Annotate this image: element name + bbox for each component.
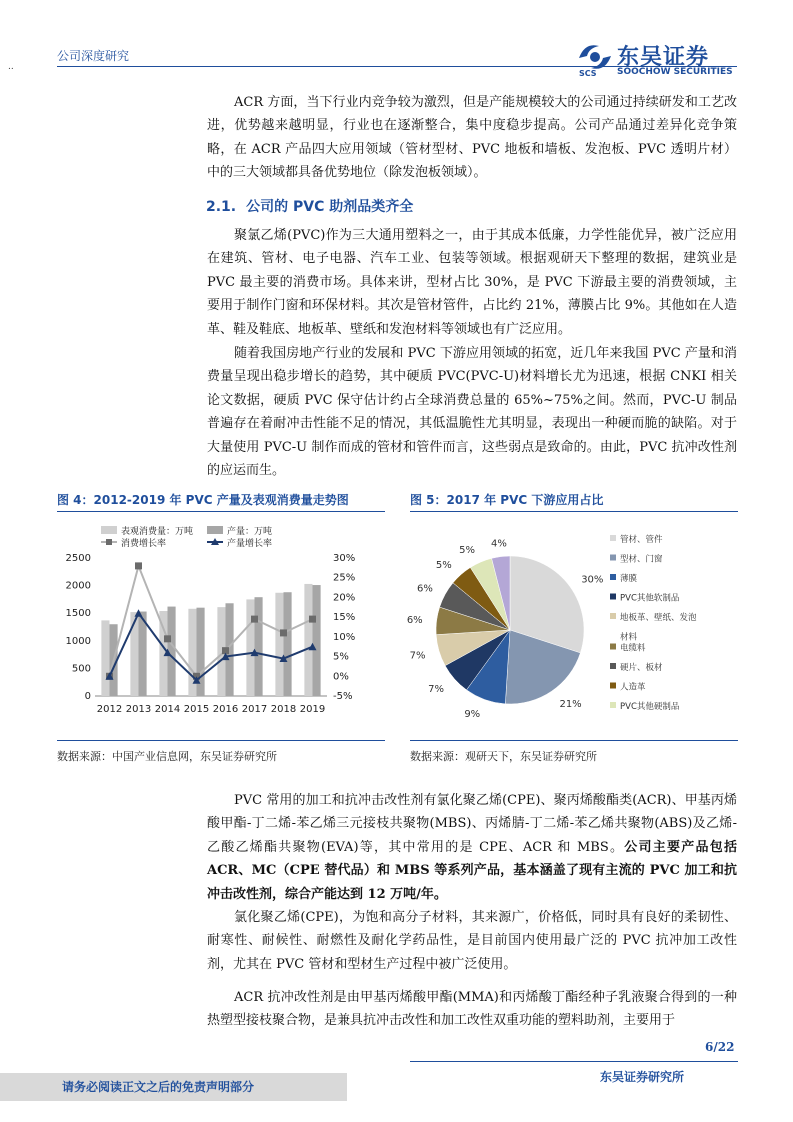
logo-mark-icon xyxy=(575,40,615,78)
legend-label: 电缆料 xyxy=(620,643,646,654)
x-tick-label: 2018 xyxy=(270,704,297,715)
fig5-title: 图 5：2017 年 PVC 下游应用占比 xyxy=(410,493,604,507)
fig4-source: 数据来源：中国产业信息网，东吴证券研究所 xyxy=(57,750,277,763)
legend-swatch xyxy=(610,594,616,600)
legend-swatch xyxy=(610,535,616,541)
y-right-tick-label: 25% xyxy=(333,572,356,584)
paragraph-pvc-growth: 随着我国房地产行业的发展和 PVC 下游应用领域的拓宽，近几年来我国 PVC 产量和消费量呈现出稳步增长的趋势，其中硬质 PVC(PVC-U)材料增长尤为迅速，根据 CNKI 相关论文数据，硬质 PVC 保守估计约占全球消费总量的 65%~75%之间。然而，PVC-U 制品普遍存在着耐冲击性能不足的情况，其低温脆性尤其明显，表现出一种硬而脆的缺陷。对于大量使用 PVC-U 制作而成的管材和管件而言，这些弱点是致命的。由此，PVC 抗冲改性剂的应运而生。 xyxy=(207,346,737,479)
legend-label: 硬片、板材 xyxy=(620,663,663,673)
legend-swatch xyxy=(610,613,616,619)
section-title xyxy=(206,196,423,216)
y-right-tick-label: 5% xyxy=(333,651,349,663)
fig5-chart xyxy=(405,520,740,730)
pie-data-label: 5% xyxy=(459,545,476,557)
fig4-top-rule xyxy=(57,511,385,512)
x-tick-label: 2013 xyxy=(125,704,152,715)
page-number: 6/22 xyxy=(705,1040,735,1054)
bar-consumption xyxy=(130,612,138,696)
x-tick-label: 2017 xyxy=(241,704,268,715)
x-tick-label: 2015 xyxy=(183,704,210,715)
legend-swatch xyxy=(610,574,616,580)
y-left-tick-label: 2000 xyxy=(65,580,91,592)
y-left-tick-label: 500 xyxy=(71,663,91,675)
bar-production xyxy=(284,592,292,696)
legend-swatch xyxy=(207,526,223,534)
fig4-chart xyxy=(57,520,387,720)
pie-data-label: 5% xyxy=(435,559,452,571)
legend-label: 消费增长率 xyxy=(121,539,167,549)
header-title: 公司深度研究 xyxy=(57,49,130,63)
logo-badge: SCS xyxy=(579,69,597,78)
pie-data-label: 7% xyxy=(409,650,426,662)
pie-data-label: 4% xyxy=(491,538,507,550)
bar-production xyxy=(313,585,321,696)
pie-data-label: 30% xyxy=(581,574,604,586)
legend-marker xyxy=(106,539,112,545)
point-consumption-growth xyxy=(251,616,258,623)
legend-label: 产量增长率 xyxy=(227,539,273,549)
fig5-bottom-rule xyxy=(410,740,738,741)
point-consumption-growth xyxy=(280,629,287,636)
bar-consumption xyxy=(275,593,283,696)
point-consumption-growth xyxy=(164,635,171,642)
pie-data-label: 9% xyxy=(464,708,481,720)
y-right-tick-label: 30% xyxy=(333,553,356,564)
legend-label: 管材、管件 xyxy=(620,535,663,545)
point-consumption-growth xyxy=(309,616,316,623)
y-right-tick-label: 10% xyxy=(333,631,356,643)
legend-swatch xyxy=(610,555,616,561)
pie-data-label: 6% xyxy=(417,583,433,595)
legend-swatch xyxy=(610,702,616,708)
footer-firm: 东吴证券研究所 xyxy=(600,1070,685,1084)
paragraph-acr-competition: ACR 方面，当下行业内竞争较为激烈，但是产能规模较大的公司通过持续研发和工艺改进，优势越来越明显，行业也在逐渐整合，集中度稳步提高。公司产品通过差异化竞争策略，在 ACR 产品四大应用领域（管材型材、PVC 地板和墙板、发泡板、PVC 透明片材）中的三大领域都具备优势地位（除发泡板领域）。 xyxy=(207,95,737,181)
bar-consumption xyxy=(101,620,109,696)
footer-divider xyxy=(410,1061,738,1062)
legend-label: PVC其他硬制品 xyxy=(620,702,680,712)
pie-data-label: 7% xyxy=(428,684,444,696)
fig5-source: 数据来源：观研天下，东吴证券研究所 xyxy=(410,750,597,763)
disclaimer-text: 请务必阅读正文之后的免责声明部分 xyxy=(62,1080,255,1094)
legend-label: 型材、门窗 xyxy=(620,554,663,565)
legend-label: 薄膜 xyxy=(620,574,638,584)
x-tick-label: 2016 xyxy=(212,704,239,715)
pie-data-label: 21% xyxy=(559,698,582,710)
y-left-tick-label: 1000 xyxy=(65,635,91,647)
paragraph-modifiers xyxy=(207,789,737,906)
paragraph-cpe: 氯化聚乙烯(CPE)，为饱和高分子材料，其来源广，价格低，同时具有良好的柔韧性、耐寒性、耐候性、耐燃性及耐化学药品性，是目前国内使用最广泛的 PVC 抗冲加工改性剂，尤其在 PVC 管材和型材生产过程中被广泛使用。 xyxy=(207,910,737,972)
y-left-tick-label: 2500 xyxy=(65,553,91,564)
y-right-tick-label: 15% xyxy=(333,612,356,624)
legend-swatch xyxy=(610,644,616,650)
modifiers-highlight: 公司主要产品包括 ACR、MC（CPE 替代品）和 MBS 等系列产品，基本涵盖了现有主流的 PVC 加工和抗冲击改性剂，综合产能达到 12 万吨/年。 xyxy=(207,839,737,902)
y-right-tick-label: 0% xyxy=(333,671,349,683)
legend-swatch xyxy=(610,683,616,689)
paragraph-pvc-intro: 聚氯乙烯(PVC)作为三大通用塑料之一，由于其成本低廉，力学性能优异，被广泛应用在建筑、管材、电子电器、汽车工业、包装等领域。根据观研天下整理的数据，建筑业是 PVC 最主要的消费市场。具体来讲，型材占比 30%，是 PVC 下游最主要的消费领域，主要用于制作门窗和环保材料。其次是管材管件，占比约 21%，薄膜占比 9%。其他如在人造革、鞋及鞋底、地板革、壁纸和发泡材料等领域也有广泛应用。 xyxy=(207,228,737,337)
section-number: 2.1. xyxy=(206,199,237,215)
y-right-tick-label: 20% xyxy=(333,592,356,604)
logo-text-en: SOOCHOW SECURITIES xyxy=(617,67,733,77)
legend-label: 地板革、壁纸、发泡 xyxy=(620,613,697,623)
x-tick-label: 2012 xyxy=(96,704,123,715)
y-left-tick-label: 0 xyxy=(84,691,91,702)
fig4-bottom-rule xyxy=(57,740,385,741)
x-tick-label: 2014 xyxy=(154,704,181,715)
modifiers-text: PVC 常用的加工和抗冲击改性剂有氯化聚乙烯(CPE)、聚丙烯酸酯类(ACR)、甲基丙烯酸甲酯-丁二烯-苯乙烯三元接枝共聚物(MBS)、丙烯腈-丁二烯-苯乙烯共聚物(ABS)及乙烯-乙酸乙烯酯共聚物(EVA)等，其中常用的是 CPE、ACR 和 MBS。 xyxy=(207,793,737,855)
legend-swatch xyxy=(610,663,616,669)
bar-consumption xyxy=(304,584,312,696)
paragraph-acr: ACR 抗冲改性剂是由甲基丙烯酸甲酯(MMA)和丙烯酸丁酯经种子乳液聚合得到的一种热塑型接枝聚合物，是兼具抗冲击改性和加工改性双重功能的塑料助剂，主要用于 xyxy=(207,990,737,1029)
y-left-tick-label: 1500 xyxy=(65,608,91,620)
legend-label: 产量：万吨 xyxy=(227,527,273,537)
pie-data-label: 6% xyxy=(406,614,423,626)
logo-text-cn: 东吴证券 xyxy=(617,45,710,70)
company-logo xyxy=(575,40,740,78)
margin-mark: .. xyxy=(8,62,14,72)
legend-label: 人造革 xyxy=(620,682,646,693)
y-right-tick-label: -5% xyxy=(333,691,353,702)
bar-consumption xyxy=(246,599,254,696)
legend-label: 表观消费量：万吨 xyxy=(121,527,194,537)
fig5-top-rule xyxy=(410,511,738,512)
point-consumption-growth xyxy=(135,562,142,569)
section-heading: 公司的 PVC 助剂品类齐全 xyxy=(246,199,414,215)
legend-label: 材料 xyxy=(620,632,638,643)
fig4-title: 图 4：2012-2019 年 PVC 产量及表观消费量走势图 xyxy=(57,493,349,507)
legend-label: PVC其他软制品 xyxy=(620,593,680,604)
bar-production xyxy=(255,597,263,696)
legend-swatch xyxy=(101,526,117,534)
x-tick-label: 2019 xyxy=(299,704,326,715)
